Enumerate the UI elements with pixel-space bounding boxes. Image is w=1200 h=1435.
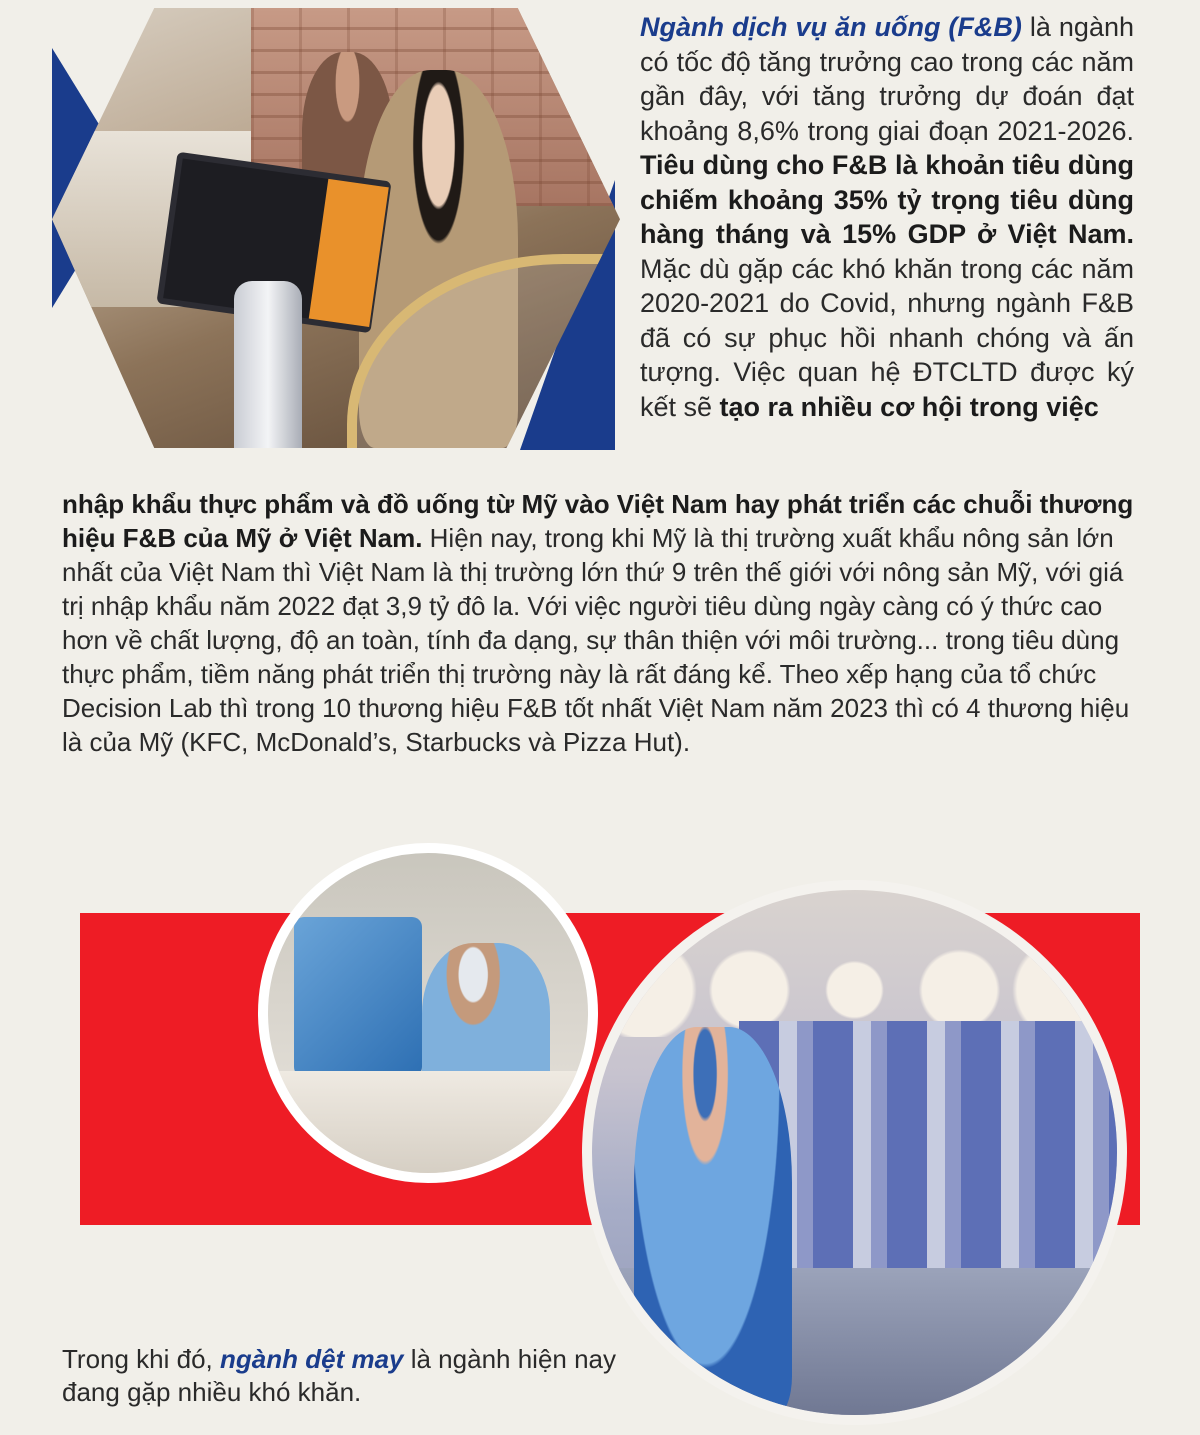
intro-bold-1: Tiêu dùng cho F&B là khoản tiêu dùng chiếm khoảng 35% tỷ trọng tiêu dùng hàng tháng và 15% GDP ở Việt Nam. xyxy=(640,150,1134,249)
intro-text-3: Hiện nay, trong khi Mỹ là thị trường xuất khẩu nông sản lớn nhất của Việt Nam thì Việt Nam là thị trường lớn thứ 9 trên thế giới với nông sản Mỹ, với giá trị nhập khẩu năm 2022 đạt 3,9 tỷ đô la. Với việc người tiêu dùng ngày càng có ý thức cao hơn về chất lượng, độ an toàn, tính đa dạng, sự thân thiện với môi trường... trong tiêu dùng thực phẩm, tiềm năng phát triển thị trường này là rất đáng kể. Theo xếp hạng của tổ chức Decision Lab thì trong 10 thương hiệu F&B tốt nhất Việt Nam năm 2023 thì có 4 thương hiệu là của Mỹ (KFC, McDonald’s, Starbucks và Pizza Hut). xyxy=(62,523,1130,757)
outro-text-2: là ngành hiện nay đang gặp nhiều khó khăn. xyxy=(62,1344,617,1407)
intro-bold-2b: nhập khẩu thực phẩm và đồ uống từ Mỹ vào Việt Nam hay phát triển các chuỗi thương hiệu F&B của Mỹ ở Việt Nam. xyxy=(62,489,1134,553)
intro-text-2: Mặc dù gặp các khó khăn trong các năm 2020-2021 do Covid, nhưng ngành F&B đã có sự phục hồi nhanh chóng và ấn tượng. Việc quan hệ ĐTCLTD được ký kết sẽ xyxy=(640,253,1134,422)
textile-highlight: ngành dệt may xyxy=(220,1344,404,1374)
intro-text-1: là ngành có tốc độ tăng trưởng cao trong các năm gần đây, với tăng trưởng dự đoán đạt khoảng 8,6% trong giai đoạn 2021-2026. xyxy=(640,12,1134,146)
outro-text-1: Trong khi đó, xyxy=(62,1344,221,1374)
intro-bold-2a: tạo ra nhiều cơ hội trong việc xyxy=(719,391,1099,422)
intro-paragraph-full xyxy=(62,487,1134,759)
textile-factory-photo xyxy=(582,880,1127,1425)
garment-worker-photo xyxy=(258,843,598,1183)
outro-paragraph xyxy=(62,1343,622,1409)
intro-paragraph-column xyxy=(640,10,1134,424)
cafe-cashier-photo xyxy=(52,8,620,448)
fnb-highlight: Ngành dịch vụ ăn uống (F&B) xyxy=(640,12,1022,42)
